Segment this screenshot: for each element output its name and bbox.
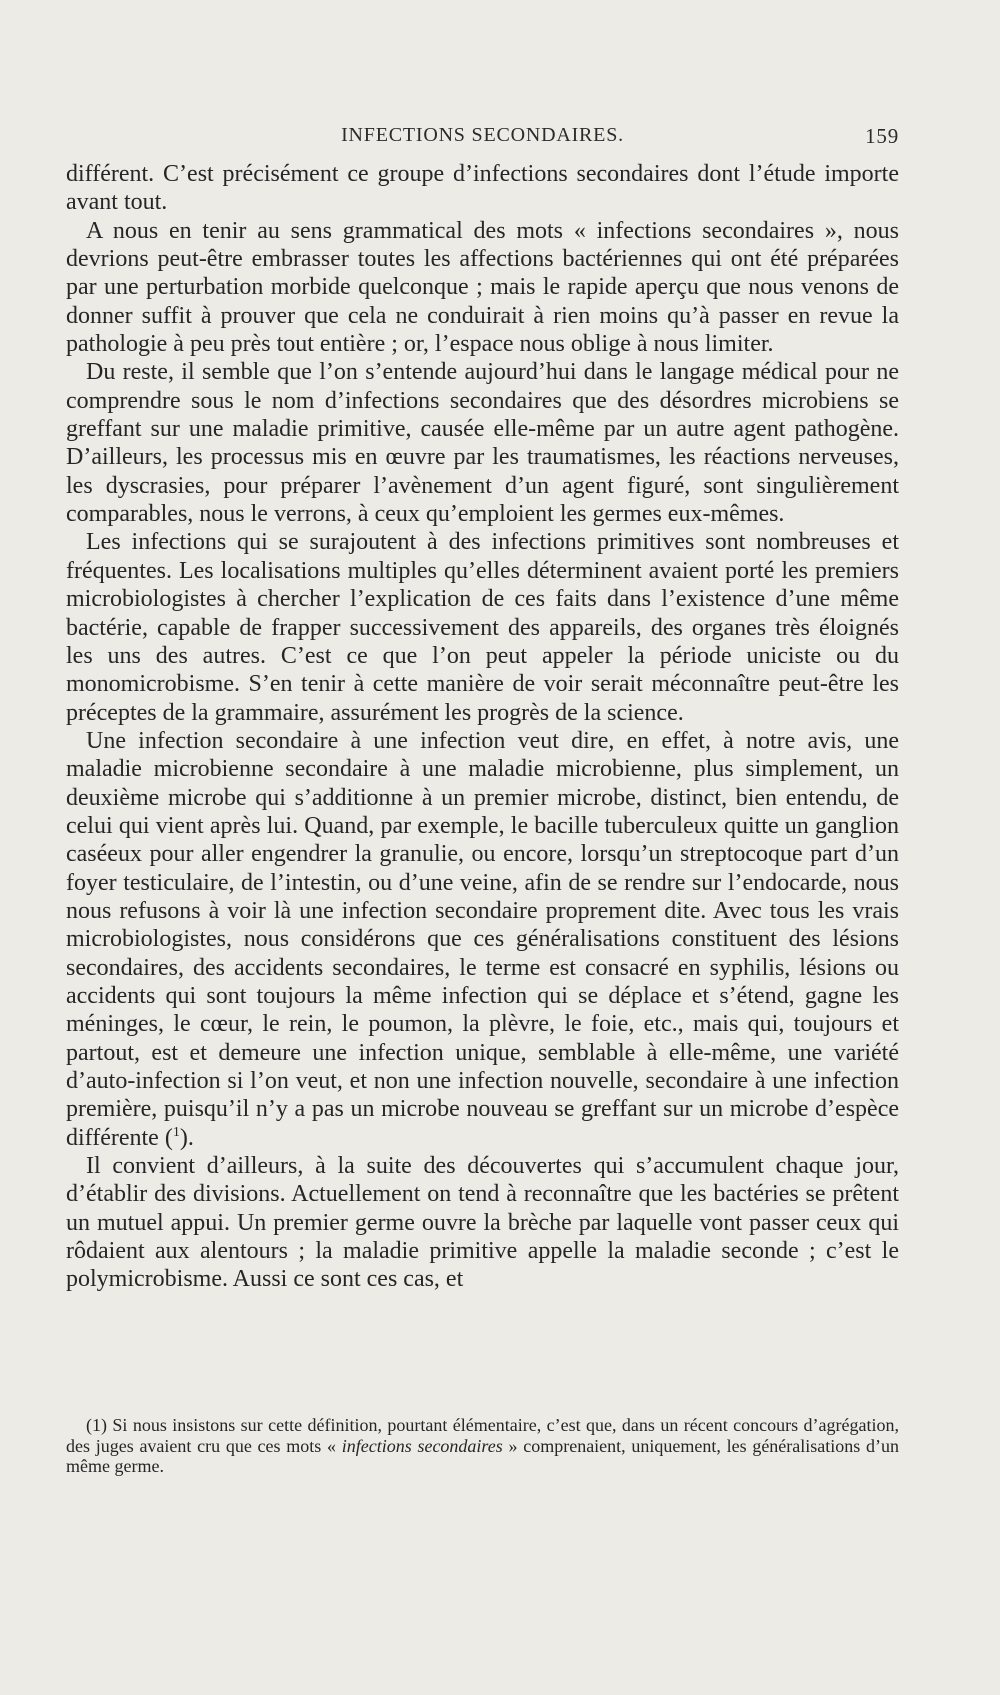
footnote-text-end: » comprenaient, uniquement, les généralisations d’un même germe. <box>66 1435 900 1476</box>
paragraph-text: Une infection secondaire à une infection veut dire, en effet, à notre avis, une maladie microbienne secondaire à une maladie microbienne, plus simplement, un deuxième microbe qui s’additionne à un premier microbe, distinct, bien entendu, de celui qui vient après lui. Quand, par exemple, le bacille tuberculeux quitte un ganglion caséeux pour aller engendrer la granulie, ou encore, lorsqu’un streptocoque part d’un foyer testiculaire, de l’intestin, ou d’une veine, afin de se rendre sur l’endocarde, nous nous refusons à voir là une infection secondaire proprement dite. Avec tous les vrais microbiologistes, nous considérons que ces généralisations constituent des lésions secondaires, des accidents secondaires, le terme est consacré en syphilis, lésions ou accidents qui sont toujours la même infection qui se déplace et s’étend, gagne les méninges, le cœur, le rein, le poumon, la plèvre, le foie, etc., mais qui, toujours et partout, est et demeure une infection unique, semblable à elle-même, une variété d’auto-infection si l’on veut, et non une infection nouvelle, secondaire à une infection première, puisqu’il n’y a pas un microbe nouveau se greffant sur un microbe d’espèce différente ( <box>66 727 899 1151</box>
footnote <box>66 1415 899 1477</box>
body-text <box>66 160 899 1294</box>
footnote-italic-term: infections secondaires <box>341 1435 503 1456</box>
paragraph: différent. C’est précisément ce groupe d’infections secondaires dont l’étude importe avant tout. <box>66 161 899 216</box>
footnote-text <box>66 1415 899 1477</box>
paragraph: Du reste, il semble que l’on s’entende aujourd’hui dans le langage médical pour ne comprendre sous le nom d’infections secondaires que des désordres microbiens se greffant sur une maladie primitive, causée elle-même par un autre agent pathogène. D’ailleurs, les processus mis en œuvre par les traumatismes, les réactions nerveuses, les dyscrasies, pour préparer l’avènement d’un agent figuré, sont singulièrement comparables, nous le verrons, à ceux qu’emploient les germes eux-mêmes. <box>66 359 899 528</box>
paragraph: Il convient d’ailleurs, à la suite des découvertes qui s’accumulent chaque jour, d’établir des divisions. Actuellement on tend à reconnaître que les bactéries se prêtent un mutuel appui. Un premier germe ouvre la brèche par laquelle vont passer ceux qui rôdaient aux alentours ; la maladie primitive appelle la maladie seconde ; c’est le polymicrobisme. Aussi ce sont ces cas, et <box>66 1153 899 1293</box>
paragraph: A nous en tenir au sens grammatical des mots « infections secondaires », nous devrions peut-être embrasser toutes les affections bactériennes qui ont été préparées par une perturbation morbide quelconque ; mais le rapide aperçu que nous venons de donner suffit à prouver que cela ne conduirait à rien moins qu’à passer en revue la pathologie à peu près tout entière ; or, l’espace nous oblige à nous limiter. <box>66 217 899 358</box>
running-header <box>66 124 899 154</box>
page-number: 159 <box>865 124 899 148</box>
paragraph <box>66 727 899 1152</box>
footnote-text-start: (1) Si nous insistons sur cette définition, pourtant élémentaire, c’est que, dans un récent concours d’agrégation, des juges avaient cru que ces mots « <box>66 1415 899 1456</box>
paragraph-text-end: ). <box>179 1124 194 1151</box>
paragraph: Les infections qui se surajoutent à des infections primitives sont nombreuses et fréquentes. Les localisations multiples qu’elles déterminent avaient porté les premiers microbiologistes à chercher l’explication de ces faits dans l’existence d’une même bactérie, capable de frapper successivement des appareils, des organes très éloignés les uns des autres. C’est ce que l’on peut appeler la période uniciste ou du monomicrobisme. S’en tenir à cette manière de voir serait méconnaître peut-être les préceptes de la grammaire, assurément les progrès de la science. <box>66 529 899 726</box>
footnote-reference[interactable]: 1 <box>172 1124 180 1140</box>
running-title: INFECTIONS SECONDAIRES. <box>341 124 624 146</box>
